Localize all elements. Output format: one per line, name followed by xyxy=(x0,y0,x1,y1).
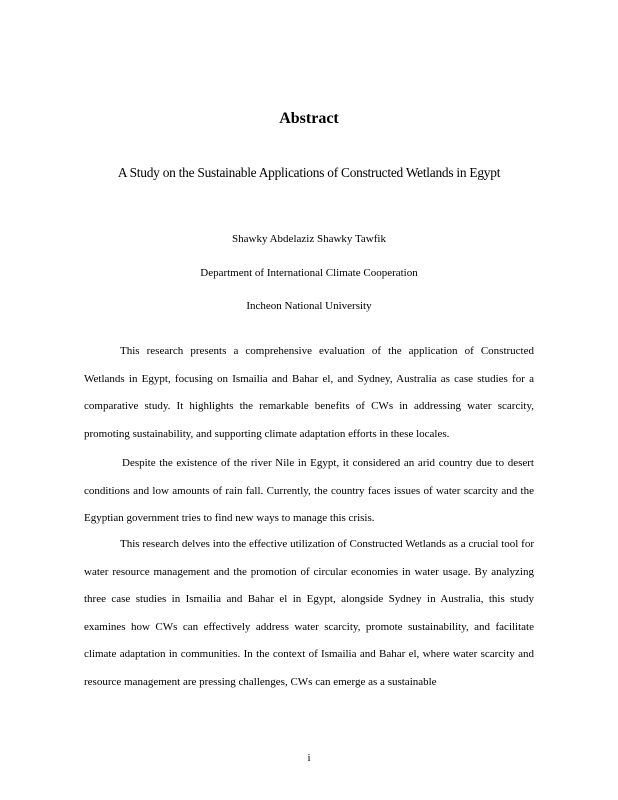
abstract-heading: Abstract xyxy=(279,110,339,127)
department-name: Department of International Climate Cooperation xyxy=(200,267,418,279)
abstract-paragraph-2: Despite the existence of the river Nile in Egypt, it considered an arid country due to desert conditions and low amounts of rain fall. Currently, the country faces issues of water scarcity and the Egyptian government tries to find new ways to manage this crisis. xyxy=(84,457,534,524)
university-name: Incheon National University xyxy=(246,300,372,312)
thesis-title: A Study on the Sustainable Applications of Constructed Wetlands in Egypt xyxy=(117,165,501,180)
author-name: Shawky Abdelaziz Shawky Tawfik xyxy=(232,233,386,245)
page-number: i xyxy=(307,752,311,764)
abstract-paragraph-1: This research presents a comprehensive evaluation of the application of Constructed Wetlands in Egypt, focusing on Ismailia and Bahar el, and Sydney, Australia as case studies for a comparative study. It highlights the remarkable benefits of CWs in addressing water scarcity, promoting sustainability, and supporting climate adaptation efforts in these locales. xyxy=(84,345,534,440)
abstract-paragraph-3: This research delves into the effective utilization of Constructed Wetlands as a crucial tool for water resource management and the promotion of circular economies in water usage. By analyzing three case studies in Ismailia and Bahar el in Egypt, alongside Sydney in Australia, this study examines how CWs can effectively address water scarcity, promote sustainability, and facilitate climate adaptation in communities. In the context of Ismailia and Bahar el, where water scarcity and resource management are pressing challenges, CWs can emerge as a sustainable xyxy=(84,538,534,688)
